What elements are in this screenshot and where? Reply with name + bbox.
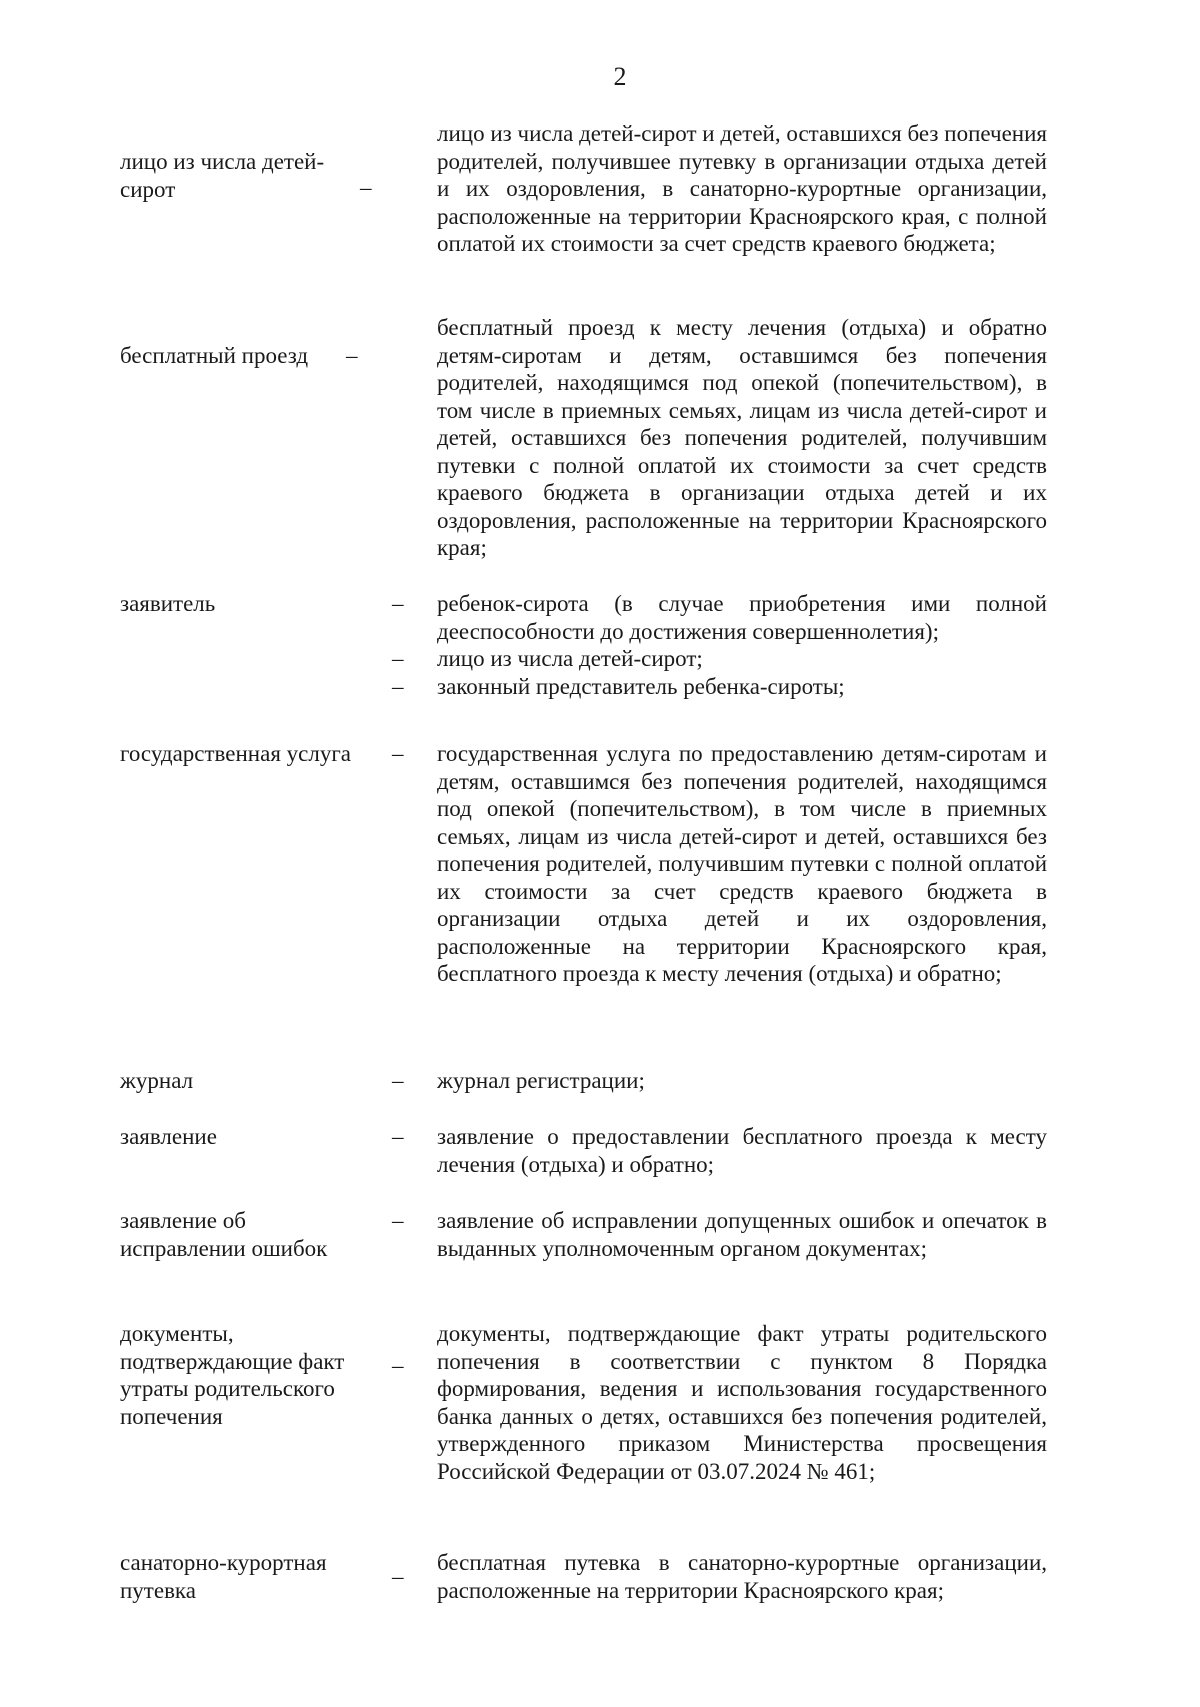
dash: – (392, 1124, 404, 1149)
dash: – (346, 343, 358, 368)
term: заявитель (120, 591, 216, 616)
dash: – (392, 591, 404, 616)
dash: – (392, 673, 404, 699)
list-item (120, 590, 1047, 645)
dash: – (392, 741, 404, 766)
definition: бесплатный проезд к месту лечения (отдыха) и обратно детям-сиротам и детям, оставшимся без попечения родителей, находящимся под опекой (попечительством), в том числе в приемных семьях, лицам из числа детей-сирот и детей, оставшихся без попечения родителей, получившим путевки с полной оплатой их стоимости за счет средств краевого бюджета в организации отдыха детей и их оздоровления, расположенные на территории Красноярского края; (437, 315, 1047, 560)
dash: – (392, 1564, 404, 1589)
list-item (120, 673, 1047, 701)
term: документы, подтверждающие факт утраты родительского попечения (120, 1321, 345, 1429)
list-item (120, 645, 1047, 673)
dash: – (392, 1208, 404, 1233)
term: государственная услуга (120, 741, 351, 766)
term: лицо из числа детей-сирот (120, 149, 325, 202)
definition: документы, подтверждающие факт утраты родительского попечения в соответствии с пунктом 8 Порядка формирования, ведения и использования государственного банка данных о детях, оставшихся без попечения родителей, утвержденного приказом Министерства просвещения Российской Федерации от 03.07.2024 № 461; (437, 1321, 1047, 1484)
dash: – (360, 175, 372, 200)
definition: бесплатная путевка в санаторно-курортные организации, расположенные на территории Красноярского края; (437, 1550, 1047, 1603)
definition: заявление о предоставлении бесплатного проезда к месту лечения (отдыха) и обратно; (437, 1124, 1047, 1177)
list-item-text: лицо из числа детей-сирот; (437, 646, 703, 671)
definition: государственная услуга по предоставлению детям-сиротам и детям, оставшимся без попечения родителей, находящимся под опекой (попечительством), в том числе в приемных семьях, лицам из числа детей-сирот и детей, оставшихся без попечения родителей, получившим путевки с полной оплатой их стоимости за счет средств краевого бюджета в организации отдыха детей и их оздоровления, расположенные на территории Красноярского края, бесплатного проезда к месту лечения (отдыха) и обратно; (437, 741, 1047, 986)
dash: – (392, 1353, 404, 1378)
dash: – (392, 1068, 404, 1093)
definition: журнал регистрации; (437, 1068, 645, 1093)
definition-list (120, 590, 1047, 700)
term: бесплатный проезд (120, 343, 309, 368)
definition: лицо из числа детей-сирот и детей, оставшихся без попечения родителей, получившее путевку в организации отдыха детей и их оздоровления, в санаторно-курортные организации, расположенные на территории Красноярского края, с полной оплатой их стоимости за счет средств краевого бюджета; (437, 121, 1047, 256)
term: заявление (120, 1124, 217, 1149)
page-number: 2 (613, 62, 627, 91)
term: санаторно-курортная путевка (120, 1550, 327, 1603)
list-item-text: законный представитель ребенка-сироты; (437, 673, 845, 699)
dash: – (392, 646, 404, 671)
term: журнал (120, 1068, 194, 1093)
term: заявление об исправлении ошибок (120, 1208, 328, 1261)
list-item-text: ребенок-сирота (в случае приобретения ими полной дееспособности до достижения совершеннолетия); (437, 591, 1047, 644)
definition: заявление об исправлении допущенных ошибок и опечаток в выданных уполномоченным органом документах; (437, 1208, 1047, 1261)
